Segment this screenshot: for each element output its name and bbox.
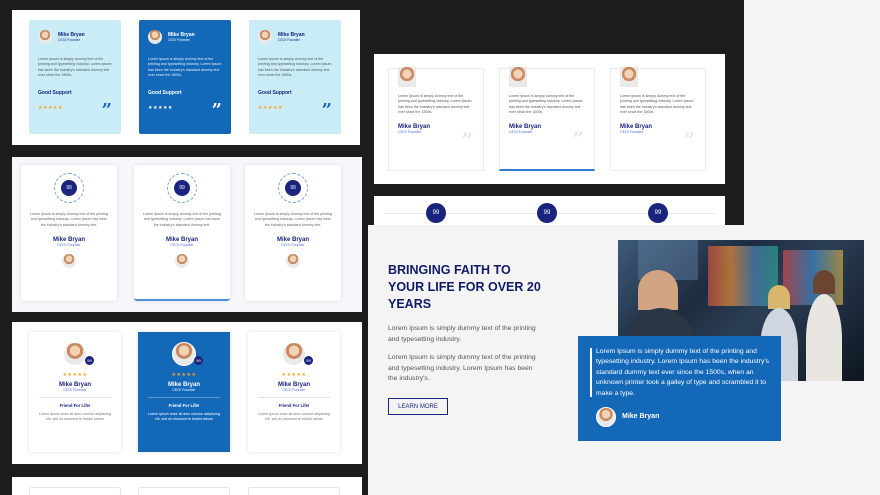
testimonial-card (138, 332, 230, 452)
testimonial-text: Lorem Ipsum is simply dummy text of the printing and typesetting industry. Lorem Ipsum has been the industry's standard dummy text ever since the 1500s. (620, 94, 694, 114)
testimonial-text: Lorem Ipsum is simply dummy text of the printing and typesetting industry. Lorem Ipsum has been the industry's standard dummy text ever since the 1500s. (38, 57, 112, 77)
author-role: CEO/ Founder (168, 38, 190, 42)
hero-title: BRINGING FAITH TO YOUR LIFE FOR OVER 20 YEARS (388, 263, 541, 311)
testimonial-card (29, 20, 121, 134)
author-role: CEO/ Founder (509, 130, 533, 135)
quote-icon: 99 (426, 203, 446, 223)
testimonial-title: Friend For Life! (168, 403, 200, 408)
testimonial-title: Friend For Life! (59, 403, 91, 408)
testimonial-card (499, 68, 595, 171)
featured-testimonial (578, 336, 781, 441)
author-name: Mike Bryan (398, 124, 431, 131)
card-stub (29, 487, 121, 495)
divider (148, 397, 220, 398)
author-role: CEO/ Founder (278, 38, 300, 42)
quote-icon: 99 (174, 180, 190, 196)
author-name: Mike Bryan (509, 124, 542, 131)
author-name: Mike Bryan (622, 413, 660, 420)
quote-icon: ” (572, 127, 584, 151)
quote-icon: ” (321, 100, 332, 121)
testimonial-style-1 (12, 10, 360, 145)
rating-stars: ★★★★★ (38, 105, 63, 111)
card-stub (138, 487, 230, 495)
avatar (286, 254, 300, 268)
author-role: CEO/ Founder (172, 388, 196, 392)
rating-stars: ★★★★★ (281, 372, 307, 378)
author-name: Mike Bryan (168, 32, 195, 38)
author-name: Mike Bryan (165, 236, 198, 243)
background-panel (744, 0, 880, 225)
testimonial-text: Lorem ipsum dolor sit ame conctur adipiscing elit, sed do eiusmod te incidid labore (257, 412, 331, 422)
author-name: Mike Bryan (278, 32, 305, 38)
quote-icon: 99 (304, 356, 313, 365)
divider (39, 397, 111, 398)
author-name: Mike Bryan (58, 32, 85, 38)
avatar (62, 254, 76, 268)
avatar (509, 67, 527, 87)
testimonial-card (388, 68, 484, 171)
quote-badge (167, 173, 197, 203)
quote-icon: 99 (85, 356, 94, 365)
author-role: CEO/ Founder (170, 242, 194, 247)
author-name: Mike Bryan (276, 236, 309, 243)
avatar (596, 407, 616, 427)
author-name: Mike Bryan (167, 382, 200, 388)
author-role: CEO/ Founder (282, 388, 306, 392)
quote-icon: 99 (285, 180, 301, 196)
testimonial-style-3 (12, 322, 362, 464)
hero-section (368, 225, 880, 495)
testimonial-card (139, 20, 231, 134)
testimonial-text: Lorem Ipsum is simply dummy text of the printing and typesetting industry. Lorem Ipsum has been the industry's standard dummy text. (253, 212, 333, 227)
avatar (148, 30, 162, 44)
testimonial-text: Lorem Ipsum is simply dummy text of the printing and typesetting industry. Lorem Ipsum has been the industry's standard dummy text ever since the 1500s. (398, 94, 472, 114)
testimonial-style-4-preview (12, 477, 362, 495)
quote-bar (590, 348, 592, 397)
testimonial-text: Lorem Ipsum is simply dummy text of the printing and typesetting industry. Lorem Ipsum has been the industry's standard dummy text ever since the 1500s. (258, 57, 332, 77)
testimonial-text: Lorem Ipsum is simply dummy text of the printing and typesetting industry. Lorem Ipsum has been the industry's standard dummy text ever since the 1500s, when an unknown printer took a galley of type and scrambled it to make a type. (596, 348, 770, 397)
testimonial-card (248, 332, 340, 452)
author-role: CEO/ Founder (58, 38, 80, 42)
quote-icon: 99 (648, 203, 668, 223)
photo-person (638, 270, 678, 310)
testimonial-text: Lorem ipsum dolor sit ame conctur adipiscing elit, sed do eiusmod te incidid labore (38, 412, 112, 422)
quote-icon: 99 (194, 356, 203, 365)
testimonial-card (29, 332, 121, 452)
testimonial-card (249, 20, 341, 134)
testimonial-title: Good Support (258, 90, 292, 97)
testimonial-card (245, 165, 341, 301)
author-name: Mike Bryan (52, 236, 85, 243)
rating-stars: ★★★★★ (62, 372, 88, 378)
testimonial-text: Lorem Ipsum is simply dummy text of the printing and typesetting industry. Lorem Ipsum has been the industry's standard dummy text ever since the 1500s. (509, 94, 583, 114)
avatar (63, 342, 87, 366)
testimonial-title: Good Support (38, 90, 72, 97)
testimonial-text: Lorem ipsum dolor sit ame conctur adipiscing elit, sed do eiusmod te incidid labore (147, 412, 221, 422)
divider (258, 397, 330, 398)
testimonial-text: Lorem Ipsum is simply dummy text of the printing and typesetting industry. Lorem Ipsum has been the industry's standard dummy text. (29, 212, 109, 227)
author-role: CEO/ Founder (620, 130, 644, 135)
testimonial-card (610, 68, 706, 171)
hero-paragraph: Lorem Ipsum is simply dummy text of the printing and typesetting industry. (388, 325, 536, 343)
avatar (398, 67, 416, 87)
quote-icon: ” (101, 100, 112, 121)
avatar (38, 30, 52, 44)
quote-icon: ” (683, 128, 695, 152)
author-role: CEO/ Founder (57, 242, 81, 247)
testimonial-card (134, 165, 230, 301)
testimonial-text: Lorem Ipsum is simply dummy text of the printing and typesetting industry. Lorem Ipsum has been the industry's standard dummy text ever since the 1500s. (148, 57, 222, 77)
author-name: Mike Bryan (277, 382, 310, 388)
avatar (175, 254, 189, 268)
author-name: Mike Bryan (58, 382, 91, 388)
testimonial-style-5 (374, 54, 725, 184)
avatar (282, 342, 306, 366)
quote-badge (278, 173, 308, 203)
testimonial-card (21, 165, 117, 301)
testimonial-text: Lorem Ipsum is simply dummy text of the printing and typesetting industry. Lorem Ipsum has been the industry's standard dummy text. (142, 212, 222, 227)
quote-icon: 99 (61, 180, 77, 196)
author-role: CEO/ Founder (398, 130, 422, 135)
card-stub (248, 487, 340, 495)
rating-stars: ★★★★★ (171, 372, 197, 378)
avatar (258, 30, 272, 44)
quote-badge (54, 173, 84, 203)
rating-stars: ★★★★★ (258, 105, 283, 111)
rating-stars: ★★★★★ (148, 105, 173, 111)
photo-person (813, 270, 835, 294)
quote-icon: 99 (537, 203, 557, 223)
quote-icon: ” (211, 100, 222, 121)
photo-person (806, 294, 842, 381)
learn-more-button[interactable]: LEARN MORE (388, 398, 448, 415)
author-name: Mike Bryan (620, 124, 653, 131)
author-role: CEO/ Founder (281, 242, 305, 247)
quote-icon: ” (461, 128, 473, 152)
photo-person (768, 285, 790, 309)
avatar (172, 342, 196, 366)
testimonial-title: Friend For Life! (278, 403, 310, 408)
testimonial-style-2 (12, 157, 362, 312)
hero-paragraph: Lorem Ipsum is simply dummy text of the printing and typesetting industry. Lorem Ipsum has been the industry's. (388, 354, 536, 383)
author-role: CEO/ Founder (63, 388, 87, 392)
avatar (620, 67, 638, 87)
testimonial-title: Good Support (148, 90, 182, 97)
